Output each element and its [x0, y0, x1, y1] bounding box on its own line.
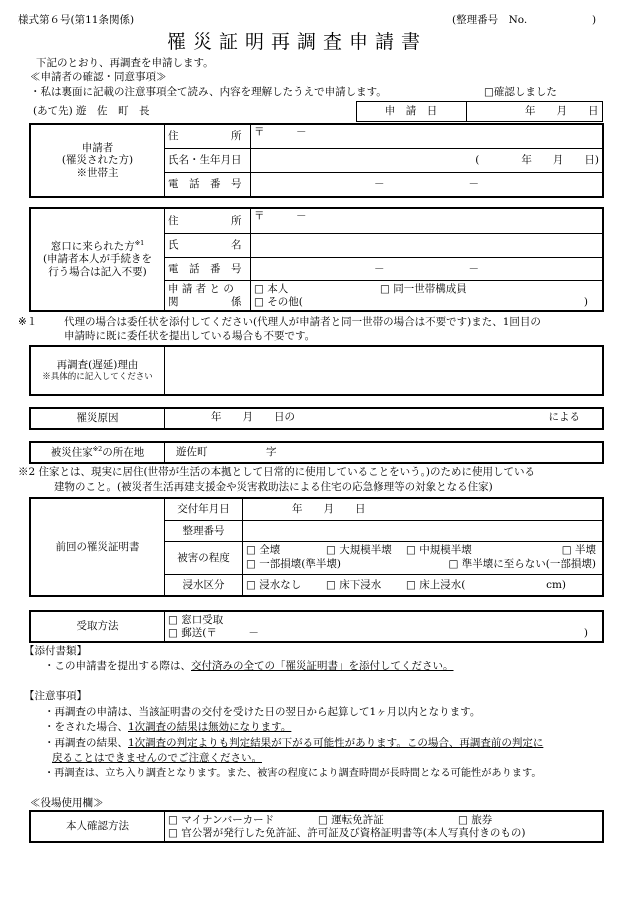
- flood-none-checkbox[interactable]: □ 浸水なし: [246, 578, 302, 591]
- receive-method-table: [30, 611, 603, 642]
- agent-relation-label-1: 申 請 者 と の: [168, 282, 234, 295]
- cause-label: 罹災原因: [31, 409, 165, 429]
- agent-title-sup: ※1: [134, 239, 145, 248]
- location-field[interactable]: [165, 443, 603, 463]
- note2-line2: 建物のこと。(被災者生活再建支援金や災害救助法による住宅の応急修理等の対象となる住家): [54, 481, 493, 493]
- receive-mail-checkbox[interactable]: □ 郵送(〒 －: [168, 626, 259, 639]
- agent-address-label: 住 所: [165, 209, 251, 234]
- applicant-title-3: ※世帯主: [76, 166, 119, 179]
- flood-label: 浸水区分: [165, 575, 243, 596]
- damage-partial-checkbox[interactable]: □ 一部損壊(準半壊): [246, 558, 341, 570]
- flood-options: [243, 575, 603, 596]
- consent-checkbox[interactable]: □確認しました: [484, 86, 557, 98]
- applicant-phone-label: 電 話 番 号: [165, 173, 251, 197]
- caution-line-5: ・再調査は、立ち入り調査となります。また、被害の程度により調査時間が長時間となる可能性があります。: [44, 768, 542, 779]
- consent-heading: ≪申請者の確認・同意事項≫: [30, 71, 167, 83]
- caution-line-3: [44, 737, 543, 750]
- damage-medium-half-checkbox[interactable]: □ 中規模半壊: [406, 544, 472, 556]
- caution-line-3-underlined: 1次調査の判定よりも判定結果が下がる可能性があります。この場合、再調査前の判定に: [128, 737, 544, 749]
- attachments-heading: 【添付書類】: [24, 645, 87, 657]
- agent-title-2: (申請者本人が手続きを: [42, 253, 153, 266]
- cause-field[interactable]: [165, 409, 603, 429]
- applicant-title: [31, 125, 165, 197]
- note2-line1: ※2 住家とは、現実に居住(世帯が生活の本拠として日常的に使用していることをいう。)のために使用している: [18, 466, 535, 478]
- issue-date-value: 年 月 日: [292, 503, 366, 516]
- caution-line-4: [52, 752, 262, 765]
- agent-title: [31, 209, 165, 311]
- receive-mail-close: ): [583, 626, 588, 639]
- flood-depth-unit: cm): [546, 578, 566, 591]
- agent-title-3: 行う場合は記入不要): [48, 266, 147, 279]
- id-passport-checkbox[interactable]: □ 旅券: [458, 813, 493, 826]
- intro-text: 下記のとおり、再調査を申請します。: [36, 57, 214, 69]
- attachments-text-pre: ・この申請書を提出する際は、: [44, 660, 191, 672]
- location-town: 遊佐町: [176, 446, 208, 459]
- applicant-name-birth-label: 氏名・生年月日: [165, 149, 251, 173]
- id-official-checkbox[interactable]: □ 官公署が発行した免許証、許可証及び資格証明書等(本人写真付きのもの): [168, 826, 526, 839]
- identity-check-options: [165, 812, 603, 842]
- location-aza: 字: [266, 446, 277, 459]
- caution-line-4-underlined: 戻ることはできませんのでご注意ください。: [52, 752, 262, 764]
- addressee-row: [30, 101, 603, 122]
- identity-check-label: 本人確認方法: [31, 812, 165, 842]
- applicant-title-1: 申請者: [81, 141, 114, 154]
- reason-label: 再調査(遅延)理由: [56, 359, 139, 372]
- agent-title-1: [34, 240, 161, 253]
- agent-address-field[interactable]: 〒 －: [251, 209, 603, 234]
- cause-table: [30, 408, 603, 429]
- damage-large-half-checkbox[interactable]: □ 大規模半壊: [326, 544, 392, 556]
- issue-date-field[interactable]: [243, 499, 603, 521]
- agent-phone-label: 電 話 番 号: [165, 258, 251, 281]
- damage-half-checkbox[interactable]: □ 半壊: [561, 544, 596, 556]
- agent-phone-field[interactable]: － －: [251, 258, 603, 281]
- cause-suffix: による: [548, 411, 580, 423]
- note1-mark: ※１: [18, 316, 38, 328]
- caution-line-1: ・再調査の申請は、当該証明書の交付を受けた日の翌日から起算して1ヶ月以内となります。: [44, 706, 481, 718]
- applicant-table: [30, 124, 603, 197]
- caution-line-2: [44, 721, 291, 734]
- location-table: [30, 442, 603, 463]
- relation-other-checkbox[interactable]: □ その他(: [254, 295, 303, 308]
- agent-relation-label: [165, 281, 251, 311]
- applicant-name-birth-field[interactable]: ( 年 月 日): [251, 149, 603, 173]
- location-label-sup: ※2: [92, 444, 103, 453]
- id-license-checkbox[interactable]: □ 運転免許証: [318, 813, 384, 826]
- application-date-field[interactable]: 年 月 日: [466, 102, 602, 122]
- consent-text: ・私は裏面に記載の注意事項全て読み、内容を理解したうえで申請します。: [30, 86, 387, 98]
- agent-relation-label-2: 関 係: [168, 295, 242, 308]
- location-label: [31, 443, 165, 463]
- cautions-heading: 【注意事項】: [24, 690, 87, 702]
- location-label-text: 被災住家: [50, 446, 93, 459]
- form-number: 様式第６号(第11条関係): [18, 14, 135, 26]
- agent-relation-options: [251, 281, 603, 311]
- reason-sublabel: ※具体的に記入してください: [42, 371, 153, 382]
- previous-ref-field[interactable]: [243, 521, 603, 542]
- receive-method-options: [165, 612, 603, 642]
- agent-name-label: 氏 名: [165, 234, 251, 258]
- previous-certificate-label: 前回の罹災証明書: [31, 499, 165, 596]
- caution-line-3-pre: ・再調査の結果、: [44, 737, 128, 749]
- agent-name-field[interactable]: [251, 234, 603, 258]
- note1-line1: 代理の場合は委任状を添付してください(代理人が申請者と同一世帯の場合は不要です)また、1回目の: [64, 316, 541, 328]
- receive-method-label: 受取方法: [31, 612, 165, 642]
- relation-self-checkbox[interactable]: □ 本人: [254, 282, 289, 295]
- cause-date: 年 月 日の: [211, 411, 295, 423]
- relation-household-checkbox[interactable]: □ 同一世帯構成員: [380, 282, 467, 295]
- caution-line-2-underlined: 1次調査の結果は無効になります。: [128, 721, 292, 733]
- application-date-label: 申 請 日: [356, 102, 466, 122]
- damage-level-options: [243, 542, 603, 575]
- office-use-heading: ≪役場使用欄≫: [30, 797, 104, 809]
- reason-table: [30, 346, 603, 395]
- attachments-text-underlined: 交付済みの全ての「罹災証明書」を添付してください。: [191, 660, 454, 672]
- caution-line-2-pre: ・をされた場合、: [44, 721, 128, 733]
- note1-line2: 申請時に既に委任状を提出している場合も不要です。: [64, 330, 316, 342]
- page-title: 罹災証明再調査申請書: [167, 31, 428, 53]
- agent-title-text: 窓口に来られた方: [50, 240, 135, 253]
- receive-counter-checkbox[interactable]: □ 窓口受取: [168, 613, 224, 626]
- previous-certificate-table: [30, 498, 603, 596]
- damage-level-label: 被害の程度: [165, 542, 243, 575]
- reference-number-label: (整理番号 No.: [452, 14, 528, 26]
- flood-under-floor-checkbox[interactable]: □ 床下浸水: [326, 578, 382, 591]
- office-use-table: [30, 811, 603, 842]
- applicant-title-2: (罹災された方): [61, 154, 134, 167]
- applicant-phone-field[interactable]: － －: [251, 173, 603, 197]
- previous-ref-label: 整理番号: [165, 521, 243, 542]
- applicant-address-label: 住 所: [165, 125, 251, 149]
- id-mynumber-checkbox[interactable]: □ マイナンバーカード: [168, 813, 275, 826]
- relation-other-close: ): [583, 295, 588, 308]
- location-label-tail: の所在地: [102, 446, 145, 459]
- attachments-text: [44, 660, 454, 673]
- reference-number-close: ): [592, 14, 597, 26]
- addressee: (あて先) 遊 佐 町 長: [30, 102, 356, 122]
- agent-table: [30, 208, 603, 311]
- applicant-address-field[interactable]: 〒 －: [251, 125, 603, 149]
- reason-field[interactable]: [165, 347, 603, 395]
- damage-minor-checkbox[interactable]: □ 準半壊に至らない(一部損壊): [448, 558, 596, 570]
- reason-label-cell: [31, 347, 165, 395]
- issue-date-label: 交付年月日: [165, 499, 243, 521]
- damage-total-checkbox[interactable]: □ 全壊: [246, 544, 281, 556]
- flood-above-floor-checkbox[interactable]: □ 床上浸水(: [406, 578, 466, 591]
